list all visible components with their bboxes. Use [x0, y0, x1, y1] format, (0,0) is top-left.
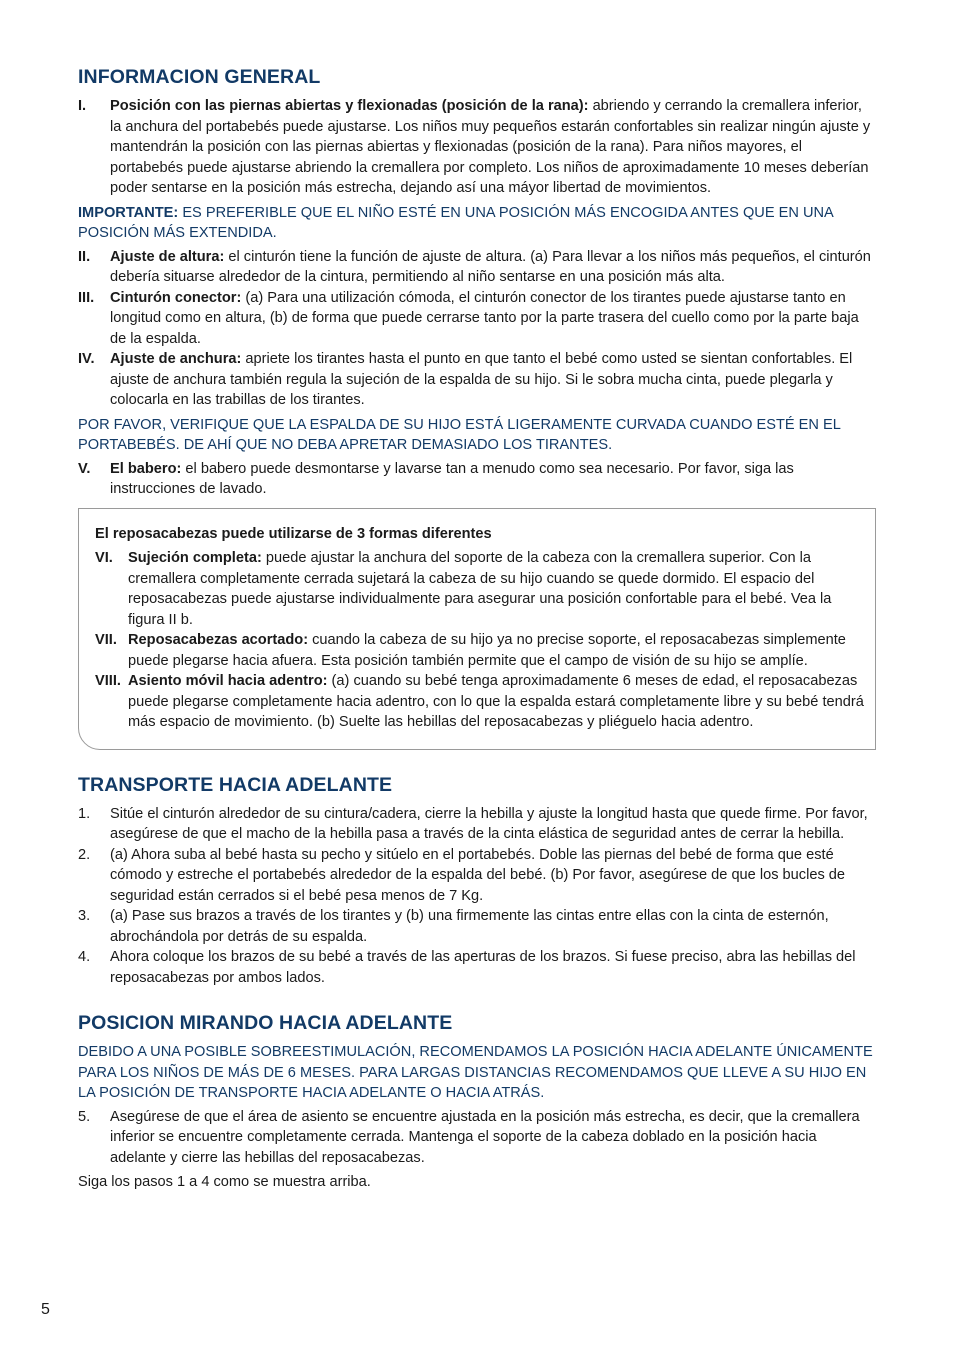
headrest-box-title: El reposacabezas puede utilizarse de 3 formas diferentes: [95, 525, 492, 542]
item-number: VII.: [95, 632, 117, 648]
important-notice: [78, 203, 876, 244]
page-number: 5: [41, 1301, 50, 1318]
item-text: [110, 96, 876, 199]
item-lead: Sujeción completa:: [128, 550, 262, 566]
step-text: Ahora coloque los brazos de su bebé a través de las aperturas de los brazos. Si fuese preciso, abra las hebillas del reposacabezas por ambos lados.: [110, 949, 856, 986]
section-title-general: INFORMACION GENERAL: [78, 66, 321, 88]
item-text: [128, 671, 866, 733]
item-text: [128, 630, 866, 671]
item-body: el babero puede desmontarse y lavarse tan a menudo como sea necesario. Por favor, siga las instrucciones de lavado.: [110, 460, 794, 497]
list-item: [78, 247, 876, 288]
item-text: [110, 288, 876, 350]
item-number: V.: [78, 460, 91, 477]
item-lead: Asiento móvil hacia adentro:: [128, 673, 328, 689]
item-body: (a) cuando su bebé tenga aproximadamente 6 meses de edad, el reposacabezas puede plegarse completamente hacia adentro, con lo que la espalda estará completamente libre y su bebé tendrá más espacio de movimiento. (b) Suelte las hebillas del reposacabezas y pliéguelo hacia adentro.: [128, 673, 864, 730]
list-item: [78, 96, 876, 199]
list-item: [95, 630, 866, 671]
item-body: abriendo y cerrando la cremallera inferior, la anchura del portabebés puede ajustarse. Los niños muy pequeños estarán confortables sin realizar ningún ajuste y mantendrán la posición con las piernas abiertas y flexionadas (posición de la rana). Para niños mayores, el portabebés puede ajustarse abriendo la cremallera por completo. Los niños de aproximadamente 10 meses deberían poder sentarse en la posición más estrecha, dejando así una máyor libertad de movimientos.: [110, 98, 871, 196]
list-item: [78, 459, 876, 500]
forward-section: [78, 1010, 876, 1193]
item-text: [110, 459, 876, 500]
section-title-transport: TRANSPORTE HACIA ADELANTE: [78, 773, 393, 796]
list-item: [95, 671, 866, 733]
item-number: VI.: [95, 550, 113, 566]
forward-notice: DEBIDO A UNA POSIBLE SOBREESTIMULACIÓN, RECOMENDAMOS LA POSICIÓN HACIA ADELANTE ÚNICAMENTE PARA LOS NIÑOS DE MÁS DE 6 MESES. PARA LARGAS DISTANCIAS RECOMENDAMOS QUE LLEVE A SU HIJO EN LA POSICIÓN DE TRANSPORTE HACIA ADELANTE O HACIA ATRÁS.: [78, 1044, 873, 1101]
step-text: Asegúrese de que el área de asiento se encuentre ajustada en la posición más estrecha, es decir, que la cremallera inferior se encuentre completamente cerrada. Mantenga el soporte de la cabeza doblado en la posición hacia adelante y cierre las hebillas del reposacabezas.: [110, 1108, 860, 1166]
list-item: [95, 548, 866, 630]
important-text: ES PREFERIBLE QUE EL NIÑO ESTÉ EN UNA POSICIÓN MÁS ENCOGIDA ANTES QUE EN UNA POSICIÓN MÁS EXTENDIDA.: [78, 204, 833, 241]
step-number: 5.: [78, 1108, 91, 1125]
step-text: Sitúe el cinturón alrededor de su cintura/cadera, cierre la hebilla y ajuste la longitud hasta que quede firme. Por favor, asegúrese de que el macho de la hebilla pasa a través de la cinta elástica de seguridad antes de cerrar la hebilla.: [110, 805, 868, 842]
step-number: 2.: [78, 846, 91, 863]
item-lead: Ajuste de altura:: [110, 248, 225, 265]
headrest-box: [78, 508, 876, 750]
section-title-forward: POSICION MIRANDO HACIA ADELANTE: [78, 1012, 453, 1034]
step-number: 1.: [78, 805, 91, 822]
step-item: [78, 845, 876, 907]
important-label: IMPORTANTE:: [78, 204, 179, 221]
item-number: II.: [78, 248, 91, 265]
tension-notice: POR FAVOR, VERIFIQUE QUE LA ESPALDA DE SU HIJO ESTÁ LIGERAMENTE CURVADA CUANDO ESTÉ EN EL PORTABEBÉS. DE AHÍ QUE NO DEBA APRETAR DEMASIADO LOS TIRANTES.: [78, 416, 841, 453]
item-lead: Cinturón conector:: [110, 289, 242, 306]
item-number: I.: [78, 98, 87, 114]
item-body: el cinturón tiene la función de ajuste de altura. (a) Para llevar a los niños más pequeños, el cinturón debería situarse alrededor de la cintura, permitiendo al niño sentarse en una posición más alta.: [110, 248, 871, 285]
item-number: III.: [78, 289, 95, 306]
list-item: [78, 349, 876, 411]
transport-section: [78, 772, 876, 989]
item-text: [110, 349, 876, 411]
document-page: [78, 64, 876, 1193]
item-body: apriete los tirantes hasta el punto en que tanto el bebé como usted se sientan confortables. El ajuste de anchura también regula la sujeción de la espalda de su hijo. Si le sobra mucha cinta, puede plegarla y colocarla en las trabillas de los tirantes.: [110, 351, 853, 408]
step-item: [78, 906, 876, 947]
list-item: [78, 288, 876, 350]
step-item: [78, 947, 876, 988]
step-number: 3.: [78, 908, 91, 924]
item-lead: Ajuste de anchura:: [110, 351, 242, 367]
item-body: (a) Para una utilización cómoda, el cinturón conector de los tirantes puede ajustarse tanto en longitud como en altura, (b) de forma que puede cerrarse tanto por la parte trasera del cuello como por la parte baja de la espalda.: [110, 289, 859, 347]
item-text: [110, 247, 876, 288]
step-number: 4.: [78, 949, 91, 965]
item-lead: Reposacabezas acortado:: [128, 632, 309, 648]
step-item: [78, 1107, 876, 1169]
closing-text: Siga los pasos 1 a 4 como se muestra arriba.: [78, 1174, 371, 1190]
item-body: puede ajustar la anchura del soporte de la cabeza con la cremallera superior. Con la cremallera completamente cerrada sujetará la cabeza de su hijo cuando se quede dormido. El espacio del reposacabezas puede ajustarse individualmente para asegurar una posición confortable para el bebé. Vea la figura II b.: [128, 550, 832, 628]
item-lead: Posición con las piernas abiertas y flexionadas (posición de la rana):: [110, 98, 589, 114]
item-number: IV.: [78, 351, 95, 367]
step-text: (a) Pase sus brazos a través de los tirantes y (b) una firmemente las cintas entre ellas con la cinta de esternón, abrochándola por detrás de su espalda.: [110, 908, 829, 945]
item-lead: El babero:: [110, 460, 182, 477]
step-item: [78, 804, 876, 845]
item-text: [128, 548, 866, 630]
step-text: (a) Ahora suba al bebé hasta su pecho y sitúelo en el portabebés. Doble las piernas del bebé de forma que esté cómodo y estreche el portabebés alrededor de la espalda del bebé. (b) Por favor, asegúrese de que los bucles de seguridad están cerrados si el bebé pesa menos de 7 Kg.: [110, 846, 846, 904]
item-body: cuando la cabeza de su hijo ya no precise soporte, el reposacabezas simplemente puede plegarse hacia afuera. Esta posición también permite que el campo de visión de su hijo se amplíe.: [128, 632, 846, 669]
item-number: VIII.: [95, 673, 121, 689]
